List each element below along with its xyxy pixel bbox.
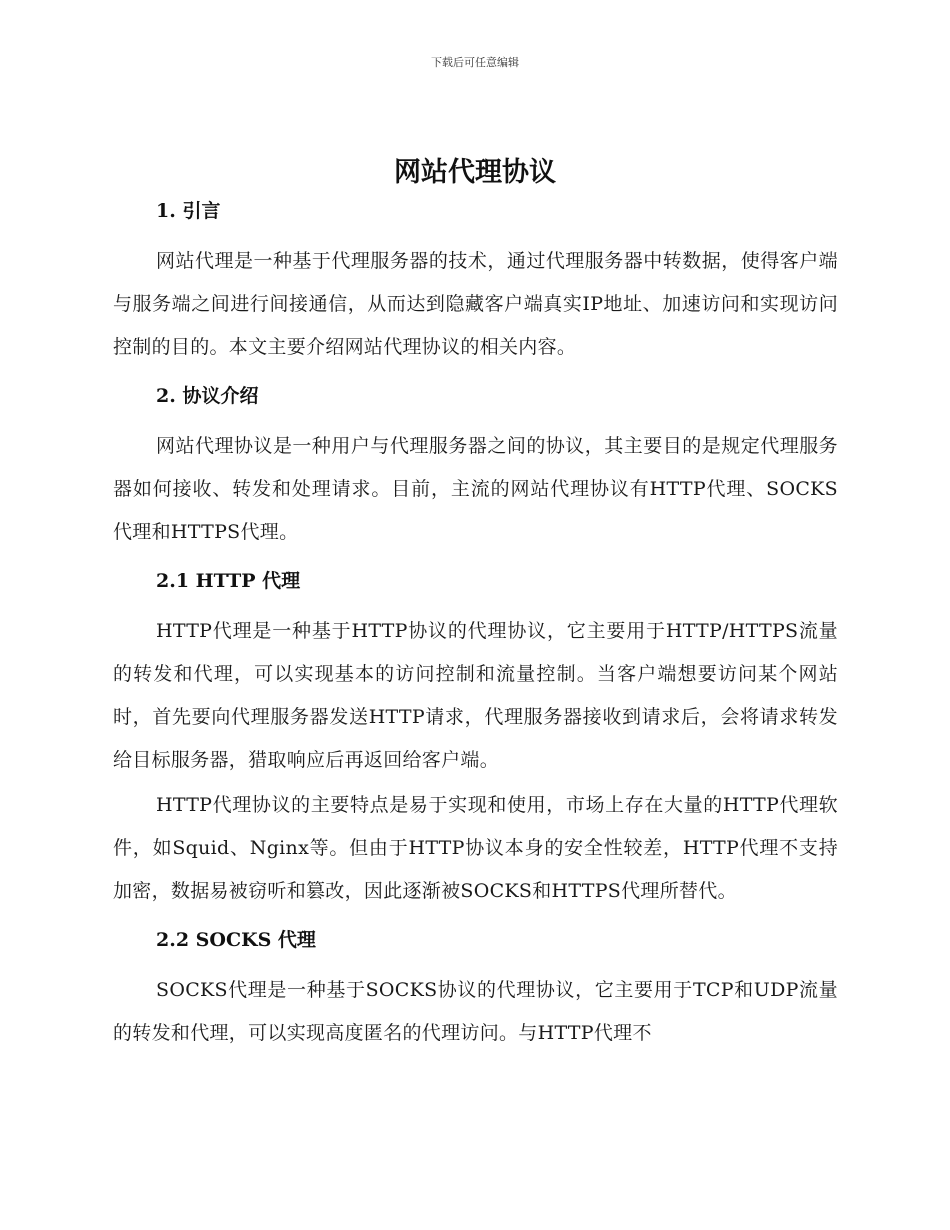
- paragraph: HTTP代理协议的主要特点是易于实现和使用，市场上存在大量的HTTP代理软件，如Squid、Nginx等。但由于HTTP协议本身的安全性较差，HTTP代理不支持加密，数据易被窃听和篡改，因此逐渐被SOCKS和HTTPS代理所替代。: [113, 794, 838, 902]
- section-heading: 2. 协议介绍: [156, 385, 259, 407]
- paragraph: SOCKS代理是一种基于SOCKS协议的代理协议，它主要用于TCP和UDP流量的转发和代理，可以实现高度匿名的代理访问。与HTTP代理不: [113, 979, 838, 1044]
- document-title: 网站代理协议: [394, 157, 556, 188]
- header-note: 下载后可任意编辑: [431, 56, 519, 69]
- section-heading: 2.2 SOCKS 代理: [156, 929, 316, 951]
- section-introduction: [113, 196, 838, 381]
- section-socks-proxy: [113, 925, 838, 1055]
- section-heading: 2.1 HTTP 代理: [156, 570, 301, 592]
- document-body: [113, 196, 838, 1055]
- paragraph: 网站代理是一种基于代理服务器的技术，通过代理服务器中转数据，使得客户端与服务端之间进行间接通信，从而达到隐藏客户端真实IP地址、加速访问和实现访问控制的目的。本文主要介绍网站代理协议的相关内容。: [113, 250, 838, 358]
- section-protocol-intro: [113, 381, 838, 566]
- paragraph: HTTP代理是一种基于HTTP协议的代理协议，它主要用于HTTP/HTTPS流量的转发和代理，可以实现基本的访问控制和流量控制。当客户端想要访问某个网站时，首先要向代理服务器发送HTTP请求，代理服务器接收到请求后，会将请求转发给目标服务器，猎取响应后再返回给客户端。: [113, 620, 838, 771]
- section-heading: 1. 引言: [156, 200, 221, 222]
- paragraph: 网站代理协议是一种用户与代理服务器之间的协议，其主要目的是规定代理服务器如何接收、转发和处理请求。目前，主流的网站代理协议有HTTP代理、SOCKS代理和HTTPS代理。: [113, 435, 838, 543]
- section-http-proxy: [113, 566, 838, 925]
